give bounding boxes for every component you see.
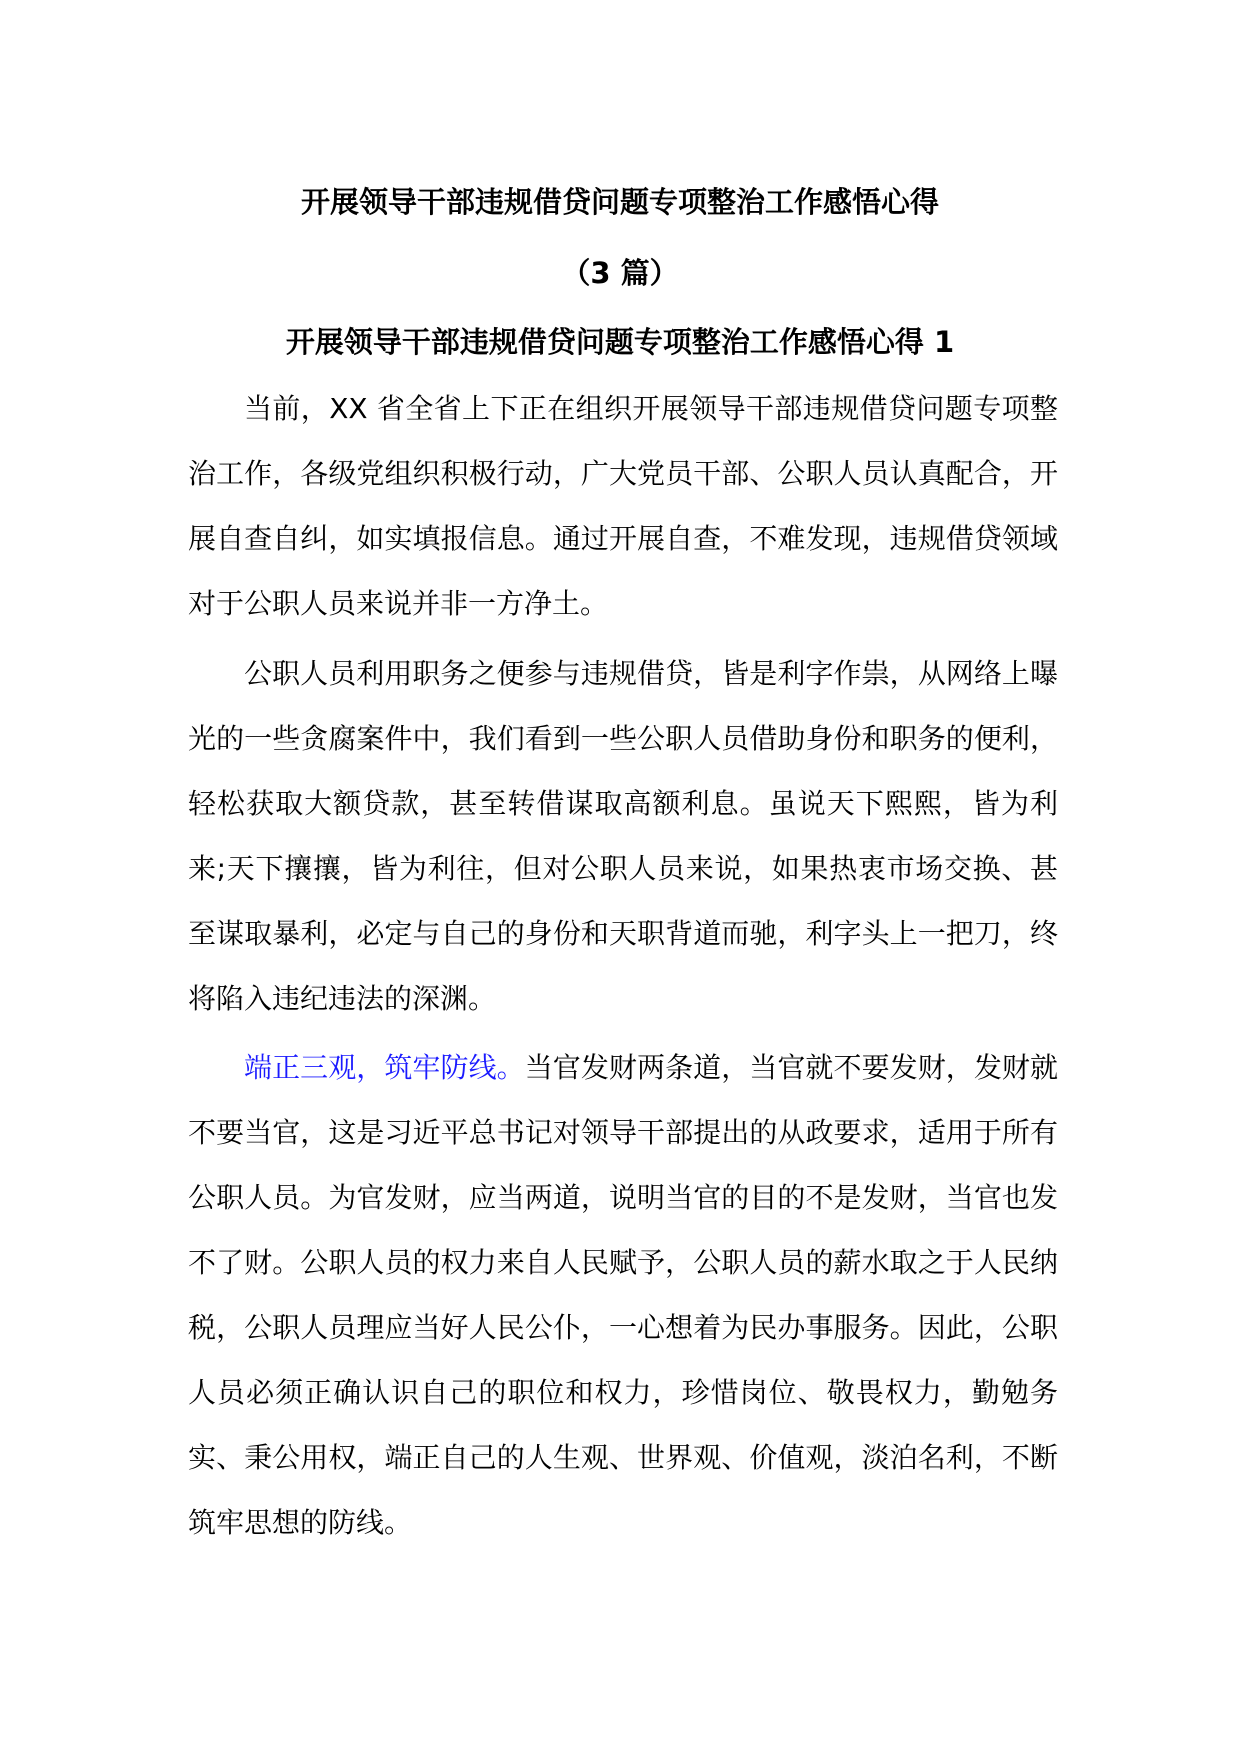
paragraph-text: 当前，XX 省全省上下正在组织开展领导干部违规借贷问题专项整治工作，各级党组织积极行动，广大党员干部、公职人员认真配合，开展自查自纠，如实填报信息。通过开展自查，不难发现，违规借贷领域对于公职人员来说并非一方净土。 [188, 392, 1058, 620]
section-heading: 开展领导干部违规借贷问题专项整治工作感悟心得 1 [285, 325, 955, 359]
document-title: 开展领导干部违规借贷问题专项整治工作感悟心得 [300, 185, 939, 219]
paragraph-text: 公职人员利用职务之便参与违规借贷，皆是利字作祟，从网络上曝光的一些贪腐案件中，我们看到一些公职人员借助身份和职务的便利，轻松获取大额贷款，甚至转借谋取高额利息。虽说天下熙熙，皆为利来;天下攘攘，皆为利往，但对公职人员来说，如果热衷市场交换、甚至谋取暴利，必定与自己的身份和天职背道而驰，利字头上一把刀，终将陷入违纪违法的深渊。 [188, 657, 1058, 1015]
paragraph-1 [188, 376, 1058, 636]
paragraph-highlight: 端正三观，筑牢防线。 [244, 1051, 525, 1084]
paragraph-body: 当官发财两条道，当官就不要发财，发财就不要当官，这是习近平总书记对领导干部提出的从政要求，适用于所有公职人员。为官发财，应当两道，说明当官的目的不是发财，当官也发不了财。公职人员的权力来自人民赋予，公职人员的薪水取之于人民纳税，公职人员理应当好人民公仆，一心想着为民办事服务。因此，公职人员必须正确认识自己的职位和权力，珍惜岗位、敬畏权力，勤勉务实、秉公用权，端正自己的人生观、世界观、价值观，淡泊名利，不断筑牢思想的防线。 [188, 1051, 1058, 1539]
paragraph-2 [188, 641, 1058, 1031]
paragraph-text [188, 1035, 1058, 1555]
document-title-count: （3 篇） [561, 256, 679, 290]
paragraph-3 [188, 1035, 1058, 1555]
